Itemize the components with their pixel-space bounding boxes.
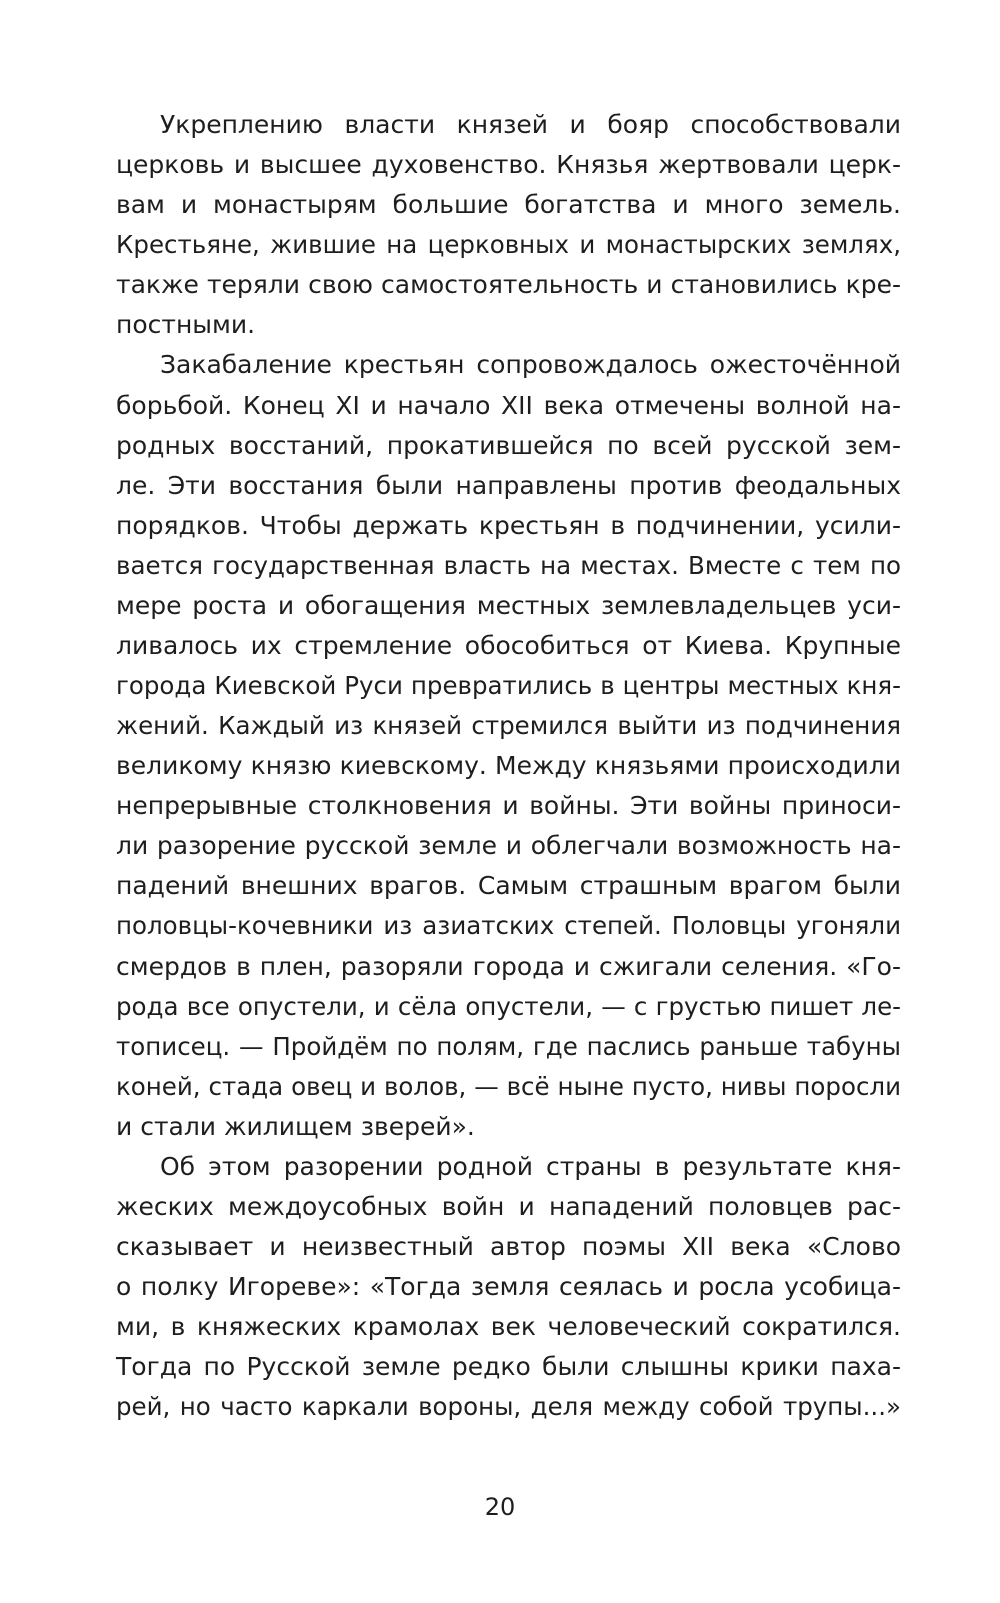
text-line: рей, но часто каркали вороны, деля между собой трупы...» [116, 1392, 901, 1421]
text-line: рода все опустели, и сёла опустели, — с грустью пишет ле- [116, 992, 901, 1021]
text-line: постными. [116, 310, 256, 339]
text-line: жений. Каждый из князей стремился выйти из подчинения [116, 711, 901, 740]
text-line: Крестьяне, жившие на церковных и монастырских землях, [116, 230, 901, 259]
text-line: ле. Эти восстания были направлены против феодальных [116, 471, 901, 500]
text-line: ливалось их стремление обособиться от Киева. Крупные [116, 631, 901, 660]
text-line: коней, стада овец и волов, — всё ныне пусто, нивы поросли [116, 1072, 901, 1101]
text-line: города Киевской Руси превратились в центры местных кня- [116, 671, 901, 700]
text-line: также теряли свою самостоятельность и становились кре- [116, 270, 901, 299]
text-line: о полку Игореве»: «Тогда земля сеялась и росла усобица- [116, 1272, 901, 1301]
text-line: вается государственная власть на местах. Вместе с тем по [116, 551, 901, 580]
text-line: церковь и высшее духовенство. Князья жертвовали церк- [116, 150, 901, 179]
text-line: непрерывные столкновения и войны. Эти войны приноси- [116, 791, 901, 820]
text-line: тописец. — Пройдём по полям, где паслись раньше табуны [116, 1032, 901, 1061]
text-line: ли разорение русской земле и облегчали возможность на- [116, 831, 901, 860]
text-line: Тогда по Русской земле редко были слышны крики паха- [116, 1352, 901, 1381]
text-line: порядков. Чтобы держать крестьян в подчинении, усили- [116, 511, 901, 540]
text-line: сказывает и неизвестный автор поэмы XII века «Слово [116, 1232, 901, 1261]
text-line: половцы-кочевники из азиатских степей. Половцы угоняли [116, 911, 901, 940]
text-line: Об этом разорении родной страны в результате кня- [160, 1152, 901, 1181]
text-line: Закабаление крестьян сопровождалось ожесточённой [160, 350, 901, 379]
text-line: Укреплению власти князей и бояр способствовали [160, 110, 901, 139]
page-number: 20 [484, 1493, 516, 1521]
text-line: и стали жилищем зверей». [116, 1112, 475, 1141]
text-line: ми, в княжеских крамолах век человеческий сократился. [116, 1312, 901, 1341]
text-line: борьбой. Конец XI и начало XII века отмечены волной на- [116, 391, 901, 420]
text-line: мере роста и обогащения местных землевладельцев уси- [116, 591, 901, 620]
text-line: жеских междоусобных войн и нападений половцев рас- [116, 1192, 901, 1221]
text-line: смердов в плен, разоряли города и сжигали селения. «Го- [116, 952, 901, 981]
text-line: вам и монастырям большие богатства и много земель. [116, 190, 901, 219]
text-line: родных восстаний, прокатившейся по всей русской зем- [116, 431, 901, 460]
text-line: великому князю киевскому. Между князьями происходили [116, 751, 901, 780]
text-line: падений внешних врагов. Самым страшным врагом были [116, 871, 901, 900]
